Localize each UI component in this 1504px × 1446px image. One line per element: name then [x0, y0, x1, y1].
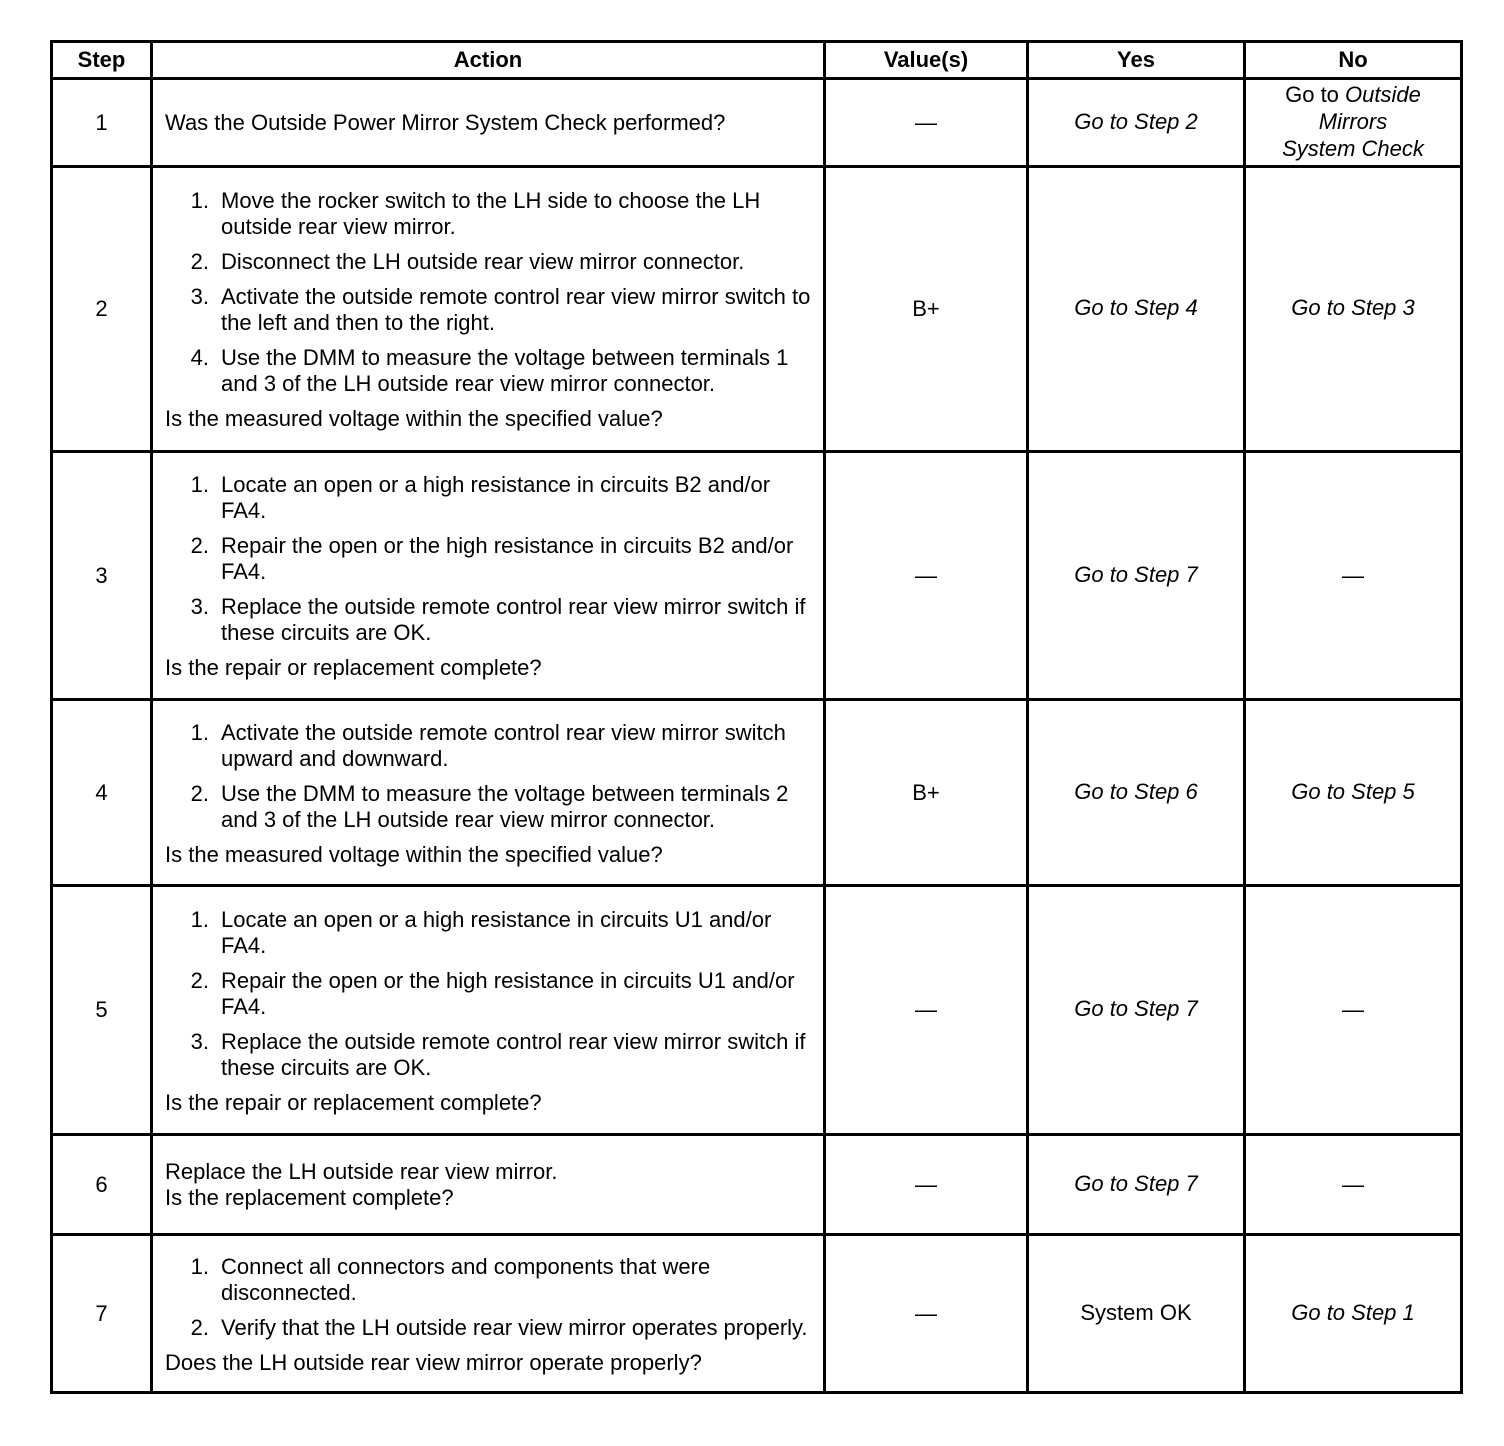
value-cell: — [825, 1135, 1028, 1235]
value-cell: — [825, 452, 1028, 700]
list-text: Use the DMM to measure the voltage between terminals 1 and 3 of the LH outside rear view mirror connector. [221, 345, 789, 396]
action-cell [152, 886, 825, 1135]
list-text: Locate an open or a high resistance in circuits U1 and/or FA4. [221, 906, 772, 958]
no-cell: — [1245, 886, 1462, 1135]
list-item [165, 249, 815, 275]
header-step: Step [52, 42, 152, 79]
no-cell [1245, 167, 1462, 452]
table-row [52, 700, 1462, 886]
yes-link[interactable]: Go to Step 7 [1074, 1170, 1198, 1196]
no-cell [1245, 1235, 1462, 1393]
no-cell [1245, 79, 1462, 167]
list-number: 1. [190, 188, 209, 213]
list-text: Repair the open or the high resistance in circuits B2 and/or FA4. [221, 533, 794, 584]
yes-link[interactable]: Go to Step 7 [1074, 996, 1198, 1021]
list-item [165, 781, 815, 833]
action-question: Is the measured voltage within the specified value? [165, 841, 663, 867]
action-question: Is the measured voltage within the specified value? [165, 406, 663, 431]
action-list [165, 907, 815, 1090]
step-number: 6 [52, 1135, 152, 1235]
step-number: 5 [52, 886, 152, 1135]
list-number: 1. [190, 719, 209, 745]
list-item [165, 594, 815, 646]
no-link-line2: Mirrors [1318, 109, 1388, 134]
table-row [52, 167, 1462, 452]
no-cell: — [1245, 1135, 1462, 1235]
list-number: 3. [190, 284, 209, 309]
table-row [52, 79, 1462, 167]
yes-link[interactable]: Go to Step 4 [1074, 295, 1198, 320]
action-cell [152, 1235, 825, 1393]
list-number: 1. [190, 1253, 209, 1279]
yes-cell [1028, 700, 1245, 886]
action-cell [152, 167, 825, 452]
diagnostic-table [50, 40, 1463, 1394]
value-cell: — [825, 886, 1028, 1135]
table-row [52, 1135, 1462, 1235]
header-no: No [1245, 42, 1462, 79]
action-question: Is the repair or replacement complete? [165, 1089, 542, 1115]
action-list [165, 188, 815, 406]
no-cell: — [1245, 452, 1462, 700]
list-item [165, 968, 815, 1020]
list-number: 4. [190, 345, 209, 370]
yes-link[interactable]: Go to Step 2 [1074, 108, 1198, 134]
list-item [165, 1254, 815, 1306]
action-list [165, 472, 815, 655]
no-link-prefix: Go to [1285, 82, 1339, 107]
step-number: 2 [52, 167, 152, 452]
action-text: Replace the LH outside rear view mirror. [165, 1158, 558, 1184]
action-cell [152, 1135, 825, 1235]
yes-cell [1028, 1235, 1245, 1393]
list-item [165, 472, 815, 524]
header-action: Action [152, 42, 825, 79]
list-text: Move the rocker switch to the LH side to choose the LH outside rear view mirror. [221, 188, 761, 239]
list-text: Use the DMM to measure the voltage between terminals 2 and 3 of the LH outside rear view mirror connector. [221, 780, 789, 832]
table-row [52, 1235, 1462, 1393]
list-item [165, 720, 815, 772]
yes-cell [1028, 452, 1245, 700]
action-question: Is the replacement complete? [165, 1184, 454, 1210]
value-cell: — [825, 1235, 1028, 1393]
list-number: 2. [190, 1314, 209, 1340]
header-row [52, 42, 1462, 79]
value-cell: B+ [825, 700, 1028, 886]
step-number: 7 [52, 1235, 152, 1393]
list-text: Disconnect the LH outside rear view mirror connector. [221, 249, 745, 274]
no-link[interactable] [1246, 81, 1460, 164]
list-item [165, 1315, 815, 1341]
no-link-line3: System Check [1282, 136, 1424, 161]
list-text: Locate an open or a high resistance in circuits B2 and/or FA4. [221, 472, 771, 523]
list-text: Activate the outside remote control rear view mirror switch upward and downward. [221, 719, 786, 771]
no-link[interactable]: Go to Step 5 [1291, 778, 1415, 804]
list-number: 1. [190, 472, 209, 497]
step-number: 1 [52, 79, 152, 167]
action-text: Was the Outside Power Mirror System Check performed? [165, 109, 726, 135]
value-cell: B+ [825, 167, 1028, 452]
list-number: 2. [190, 533, 209, 558]
action-list [165, 720, 815, 842]
no-link-line1: Outside [1345, 82, 1421, 107]
action-cell [152, 700, 825, 886]
list-text: Connect all connectors and components that were disconnected. [221, 1253, 711, 1305]
yes-cell [1028, 886, 1245, 1135]
action-question: Does the LH outside rear view mirror operate properly? [165, 1349, 702, 1375]
yes-link[interactable]: Go to Step 7 [1074, 561, 1198, 587]
list-item [165, 284, 815, 336]
yes-link[interactable]: Go to Step 6 [1074, 778, 1198, 804]
list-number: 2. [190, 249, 209, 274]
list-item [165, 533, 815, 585]
list-item [165, 188, 815, 240]
list-text: Replace the outside remote control rear view mirror switch if these circuits are OK. [221, 594, 806, 645]
action-question: Is the repair or replacement complete? [165, 655, 542, 680]
list-number: 3. [190, 1028, 209, 1054]
action-list [165, 1254, 815, 1350]
no-link[interactable]: Go to Step 3 [1291, 295, 1415, 320]
list-text: Activate the outside remote control rear view mirror switch to the left and then to the right. [221, 284, 811, 335]
list-number: 2. [190, 967, 209, 993]
header-yes: Yes [1028, 42, 1245, 79]
list-text: Replace the outside remote control rear view mirror switch if these circuits are OK. [221, 1028, 806, 1080]
yes-cell [1028, 79, 1245, 167]
value-cell: — [825, 79, 1028, 167]
step-number: 4 [52, 700, 152, 886]
no-cell [1245, 700, 1462, 886]
list-text: Repair the open or the high resistance in circuits U1 and/or FA4. [221, 967, 795, 1019]
list-number: 3. [190, 594, 209, 619]
list-number: 2. [190, 780, 209, 806]
action-cell [152, 79, 825, 167]
yes-cell [1028, 167, 1245, 452]
step-number: 3 [52, 452, 152, 700]
system-ok-label: System OK [1080, 1299, 1192, 1325]
yes-cell [1028, 1135, 1245, 1235]
list-item [165, 1029, 815, 1081]
list-text: Verify that the LH outside rear view mirror operates properly. [221, 1314, 808, 1340]
list-item [165, 345, 815, 397]
action-cell [152, 452, 825, 700]
header-values: Value(s) [825, 42, 1028, 79]
list-number: 1. [190, 906, 209, 932]
list-item [165, 907, 815, 959]
no-link[interactable]: Go to Step 1 [1291, 1299, 1415, 1325]
table-row [52, 452, 1462, 700]
table-row [52, 886, 1462, 1135]
